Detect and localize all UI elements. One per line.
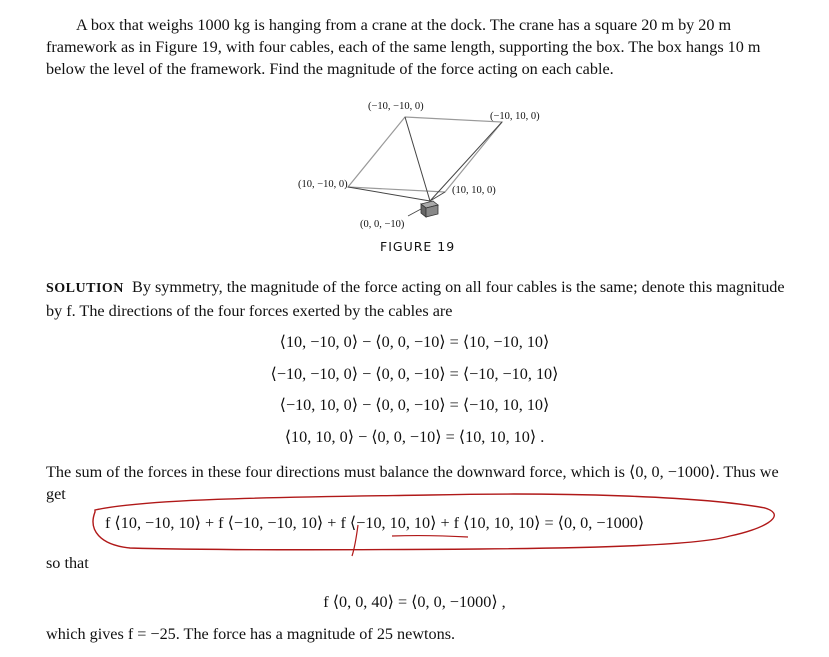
sum-text: The sum of the forces in these four directions must balance the downward force, which is ⟨0, 0, −1000⟩. Thus we get: [46, 463, 779, 503]
direction-equation-3: ⟨−10, 10, 0⟩ − ⟨0, 0, −10⟩ = ⟨−10, 10, 10⟩: [279, 396, 550, 414]
label-right: (10, 10, 0): [452, 185, 496, 196]
label-top-right: (−10, 10, 0): [490, 111, 540, 122]
result-equation: f ⟨0, 0, 40⟩ = ⟨0, 0, −1000⟩ ,: [323, 593, 506, 611]
direction-equation-2: ⟨−10, −10, 0⟩ − ⟨0, 0, −10⟩ = ⟨−10, −10, 10⟩: [270, 365, 559, 383]
problem-text: A box that weighs 1000 kg is hanging from a crane at the dock. The crane has a square 20 m by 20 m framework as in Figure 19, with four cables, each of the same length, supporting the box. The box hangs 10 m below the level of the framework. Find the magnitude of the force acting on each cable.: [46, 16, 761, 78]
balance-equation: f ⟨10, −10, 10⟩ + f ⟨−10, −10, 10⟩ + f ⟨−10, 10, 10⟩ + f ⟨10, 10, 10⟩ = ⟨0, 0, −1000⟩: [105, 514, 645, 532]
label-box: (0, 0, −10): [360, 219, 405, 230]
conclusion-text: which gives f = −25. The force has a magnitude of 25 newtons.: [46, 625, 456, 643]
figure-caption: FIGURE 19: [380, 239, 456, 254]
cable-1: [405, 117, 430, 201]
solution-intro: [46, 276, 801, 322]
box-pointer: [408, 209, 421, 216]
solution-heading: SOLUTION: [46, 281, 124, 296]
framework-square: [348, 117, 502, 192]
solution-intro-text: By symmetry, the magnitude of the force acting on all four cables is the same; denote this magnitude by f. The directions of the four forces exerted by the cables are: [46, 278, 785, 320]
so-that-text: so that: [46, 554, 89, 572]
direction-equation-4: ⟨10, 10, 0⟩ − ⟨0, 0, −10⟩ = ⟨10, 10, 10⟩ .: [284, 428, 545, 446]
label-top-left: (−10, −10, 0): [368, 101, 424, 112]
crane-figure: [290, 95, 560, 260]
direction-equation-1: ⟨10, −10, 0⟩ − ⟨0, 0, −10⟩ = ⟨10, −10, 10⟩: [279, 333, 550, 351]
box-cube: [421, 201, 438, 217]
label-left: (10, −10, 0): [298, 179, 348, 190]
